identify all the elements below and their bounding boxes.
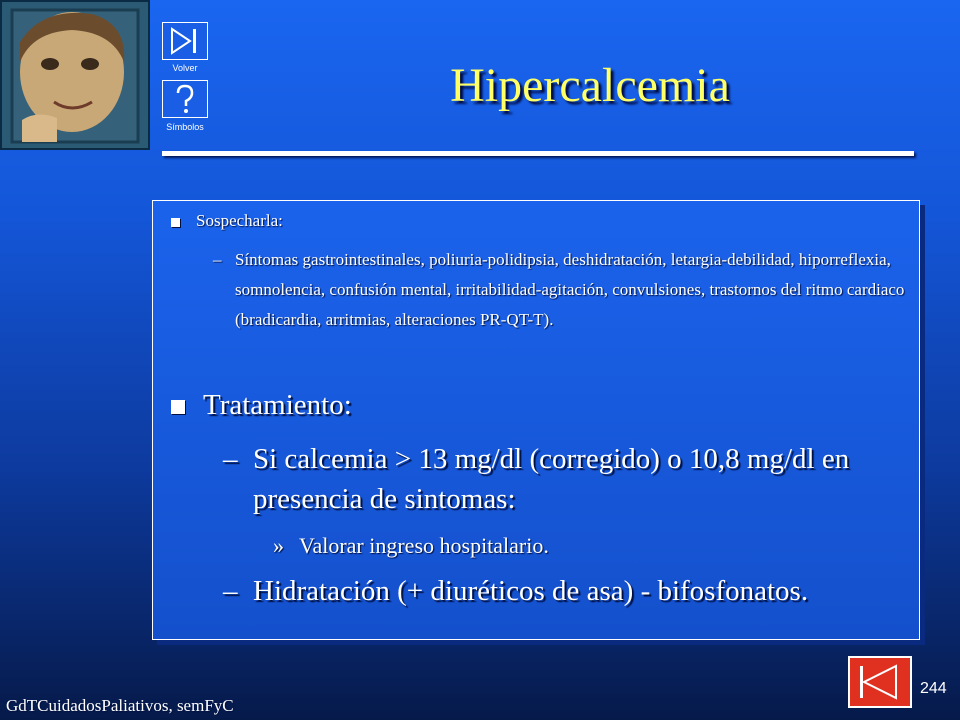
tratamiento-subitem-text: Valorar ingreso hospitalario. — [299, 533, 549, 558]
volver-button[interactable] — [162, 22, 208, 60]
square-bullet-icon — [171, 218, 180, 227]
volver-label: Volver — [172, 63, 198, 73]
page-number: 244 — [920, 680, 947, 697]
title-divider — [162, 151, 914, 156]
tratamiento-item-2-text: Hidratación (+ diuréticos de asa) - bifosfonatos. — [253, 575, 809, 607]
bullet-sospecharla — [171, 207, 283, 234]
tratamiento-item-1-text: Si calcemia > 13 mg/dl (corregido) o 10,8 mg/dl en presencia de sintomas: — [253, 443, 850, 515]
simbolos-label: Símbolos — [166, 122, 204, 132]
sospecharla-detail: Síntomas gastrointestinales, poliuria-polidipsia, deshidratación, letargia-debilidad, hiporreflexia, somnolencia, confusión mental, irritabilidad-agitación, convulsiones, trastornos del ritmo cardiaco (bradicardia, arritmias, alteraciones PR-QT-T). — [235, 250, 905, 329]
tratamiento-subitem: » Valorar ingreso hospitalario. — [273, 533, 549, 558]
square-bullet-icon — [171, 400, 185, 414]
back-button[interactable] — [848, 656, 912, 708]
page-title: Hipercalcemia — [450, 59, 730, 112]
back-triangle-icon — [858, 663, 902, 701]
skip-forward-icon — [168, 26, 202, 56]
bullet-tratamiento — [171, 385, 352, 425]
tratamiento-item-2: – Hidratación (+ diuréticos de asa) - bifosfonatos. — [223, 575, 809, 607]
sospecharla-detail-item: – Síntomas gastrointestinales, poliuria-polidipsia, deshidratación, letargia-debilidad, hiporreflexia, somnolencia, confusión mental, irritabilidad-agitación, convulsiones, trastornos del ritmo cardiaco (bradicardia, arritmias, alteraciones PR-QT-T). — [213, 250, 905, 329]
sospecharla-label: Sospecharla: — [196, 211, 283, 230]
tratamiento-label: Tratamiento: — [203, 389, 352, 421]
face-illustration — [2, 2, 148, 148]
content-panel — [152, 200, 920, 640]
simbolos-button[interactable] — [162, 80, 208, 118]
tratamiento-item-1: – Si calcemia > 13 mg/dl (corregido) o 10,8 mg/dl en presencia de sintomas: — [223, 443, 850, 515]
portrait-image — [0, 0, 150, 150]
footer-credit: GdTCuidadosPaliativos, semFyC — [6, 696, 234, 715]
question-mark-icon — [170, 83, 200, 115]
